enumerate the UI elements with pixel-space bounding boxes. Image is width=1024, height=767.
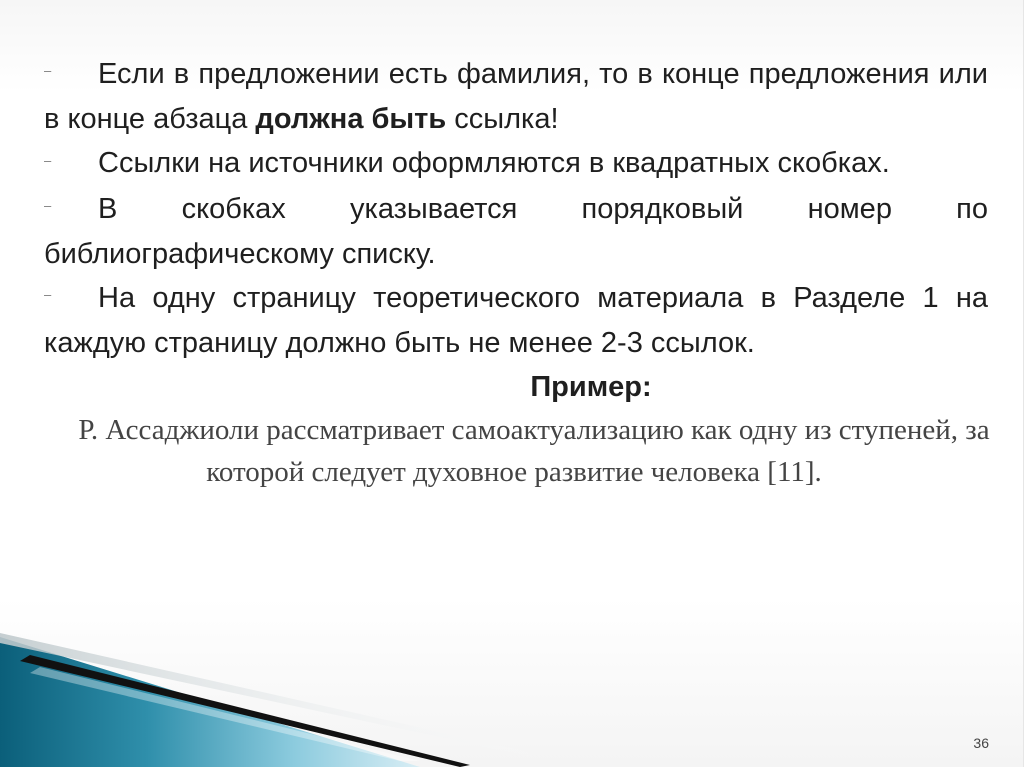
bullet-text: На одну страницу теоретического материала в Разделе 1 на каждую страницу должно быть не менее 2-3 ссылок.	[44, 282, 988, 360]
bullet-text: В скобках указывается порядковый номер по библиографическому списку.	[44, 192, 988, 271]
bullet-item	[44, 187, 988, 276]
dash-bullet-icon: –	[44, 152, 52, 168]
bullet-item	[44, 52, 988, 141]
example-heading: Пример:	[530, 371, 652, 404]
bullet-text: Ссылки на источники оформляются в квадратных скобках.	[98, 147, 890, 180]
dash-bullet-icon: –	[44, 287, 52, 303]
dash-bullet-icon: –	[44, 63, 52, 79]
bullet-item	[44, 141, 988, 186]
bullet-text-end: ссылка!	[446, 103, 559, 136]
example-quote: Р. Ассаджиоли рассматривает самоактуализацию как одну из ступеней, за которой следует духовное развитие человека [11].	[78, 414, 990, 489]
bullet-text: Если в предложении есть фамилия, то в конце предложения или в конце абзаца	[44, 58, 988, 136]
bullet-bold-text: должна быть	[255, 103, 447, 136]
decorative-wave-graphic	[0, 627, 1024, 767]
bullet-item	[44, 276, 988, 365]
slide-content	[44, 52, 988, 493]
dash-bullet-icon: –	[44, 198, 52, 214]
example-text	[4, 409, 1024, 493]
page-number: 36	[973, 735, 989, 751]
